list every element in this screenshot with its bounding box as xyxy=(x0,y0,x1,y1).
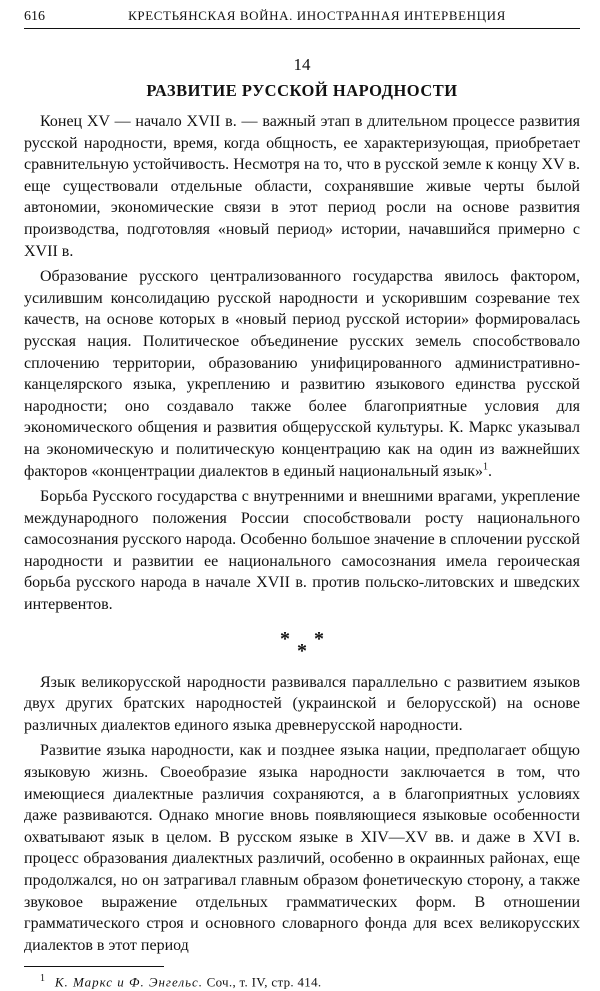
separator-star: * xyxy=(314,627,324,650)
separator-star: * xyxy=(297,639,307,662)
paragraph: Язык великорусской народности развивался параллельно с развитием языков двух других братских народностей (украинской и белорусской) на основе различных диалектов единого языка древнерусской народности. xyxy=(24,673,580,734)
footnote-divider xyxy=(24,966,164,967)
running-title: КРЕСТЬЯНСКАЯ ВОЙНА. ИНОСТРАННАЯ ИНТЕРВЕНЦИЯ xyxy=(128,8,506,23)
page-number: 616 xyxy=(24,9,45,24)
footnote-source: Соч., т. IV, стр. 414. xyxy=(206,974,322,990)
paragraph: Образование русского централизованного государства явилось фактором, усилившим консолидацию русской народности и ускорившим созревание тех качеств, на основе которых в «новый период русской истории» формировалась русская нация. Политическое объединение русских земель способствовало сплочению территории, образованию унифицированного административно-канцелярского языка, укреплению и развитию языкового единства русской народности; оно создавало также более благоприятные условия для экономического общения и развития общерусской культуры. К. Маркс указывал на экономическую и политическую концентрацию как на один из важнейших факторов «концентрации диалектов в единый национальный язык»$^1$. xyxy=(24,268,580,480)
footnote-reference[interactable]: 1 xyxy=(483,461,488,473)
paragraph: Борьба Русского государства с внутренними и внешними врагами, укрепление международного положения России способствовали росту национального самосознания русского народа. Особенно большое значение в сплочении русской народности и развитии ее национального самосознания имела героическая борьба русского народа в начале XVII в. против польско-литовских и шведских интервентов. xyxy=(24,488,580,614)
running-head xyxy=(24,8,580,29)
book-page xyxy=(24,8,580,991)
footnote-authors: К. Маркс и Ф. Энгельс. xyxy=(54,974,204,990)
section-number: 14 xyxy=(293,55,311,74)
footnote-mark: 1 xyxy=(40,973,46,985)
section-separator xyxy=(24,624,580,664)
paragraph-text: Образование русского централизованного государства явилось фактором, усилившим консолидацию русской народности и ускорившим созревание тех качеств, на основе которых в «новый период русской истории» формировалась русская нация. Политическое объединение русских земель способствовало сплочению территории, образованию унифицированного административно-канцелярского языка, укреплению и развитию языкового единства русской народности; оно создавало также более благоприятные условия для экономического общения и развития общерусской культуры. К. Маркс указывал на экономическую и политическую концентрацию как на один из важнейших факторов «концентрации диалектов в единый национальный язык» xyxy=(24,268,580,480)
paragraph: Развитие языка народности, как и позднее языка нации, предполагает общую языковую жизнь. Своеобразие языка народности заключается в том, что имеющиеся диалектные различия сохраняются, а в благоприятных условиях даже развиваются. Однако многие вновь появляющиеся языковые особенности охватывают язык в целом. В русском языке в XIV—XV вв. и даже в XVI в. процесс образования диалектных различий, особенно в окраинных районах, еще продолжался, но он затрагивал главным образом фонетическую сторону, а также звуковое выражение отдельных грамматических форм. В отношении грамматического строя и основного словарного фонда для всех великорусских диалектов в этот период xyxy=(24,742,580,954)
separator-star: * xyxy=(280,627,290,650)
footnote xyxy=(24,973,580,990)
paragraph: Конец XV — начало XVII в. — важный этап в длительном процессе развития русской народности, время, когда общность, ее характеризующая, приобретает сравнительную устойчивость. Несмотря на то, что в русской земле к концу XV в. еще существовали отдельные области, сохранявшие живые черты былой автономии, экономические связи в этот период росли на основе развития производства, подготовляя «новый период» истории, начавшийся примерно с XVII в. xyxy=(24,113,580,260)
section-title: РАЗВИТИЕ РУССКОЙ НАРОДНОСТИ xyxy=(146,81,458,100)
